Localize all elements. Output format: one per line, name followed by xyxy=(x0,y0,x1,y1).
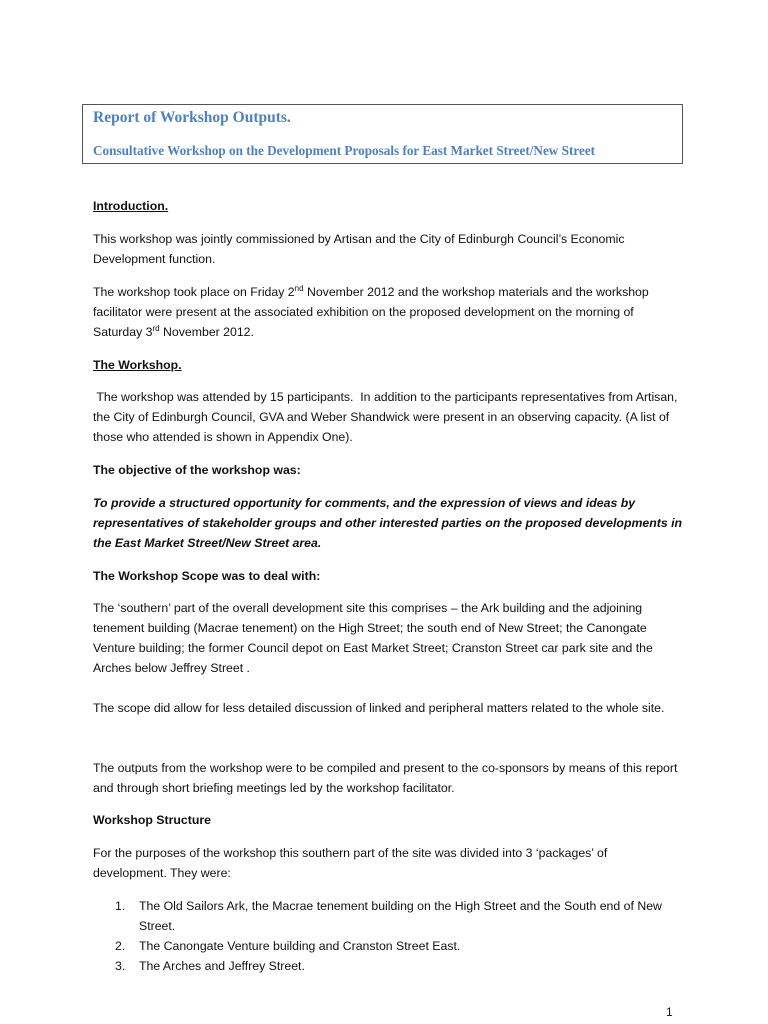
objective-heading: The objective of the workshop was: xyxy=(93,463,301,477)
intro-p2-text-b: November 2012 and the workshop materials and the workshop facilitator were present at the associated exhibition on the proposed development on the morning of Saturday 3 xyxy=(93,285,649,339)
list-item xyxy=(93,936,683,956)
intro-p2-sup-nd: nd xyxy=(294,283,304,293)
list-item-text: The Arches and Jeffrey Street. xyxy=(139,959,305,973)
structure-intro: For the purposes of the workshop this southern part of the site was divided into 3 ‘packages’ of development. They were: xyxy=(93,846,608,880)
intro-p2-text-a: The workshop took place on Friday 2 xyxy=(93,285,295,299)
introduction-paragraph-1: This workshop was jointly commissioned by Artisan and the City of Edinburgh Council’s Economic Development function. xyxy=(93,232,625,266)
report-subtitle: Consultative Workshop on the Development Proposals for East Market Street/New Street xyxy=(93,143,596,158)
list-item-number: 3. xyxy=(115,959,126,973)
introduction-paragraph-2 xyxy=(93,282,683,342)
list-item-number: 1. xyxy=(115,899,126,913)
scope-heading: The Workshop Scope was to deal with: xyxy=(93,569,321,583)
structure-heading: Workshop Structure xyxy=(93,813,211,827)
page-number: 1 xyxy=(666,1005,673,1019)
objective-text: To provide a structured opportunity for comments, and the expression of views and ideas by representatives of stakeholder groups and other interested parties on the proposed developments in the East Market Street/New Street area. xyxy=(93,496,683,550)
list-item-text: The Canongate Venture building and Cranston Street East. xyxy=(139,939,461,953)
outputs-text: The outputs from the workshop were to be compiled and present to the co-sponsors by means of this report and through short briefing meetings led by the workshop facilitator. xyxy=(93,761,678,795)
list-item xyxy=(93,956,683,976)
report-title: Report of Workshop Outputs. xyxy=(93,109,291,126)
workshop-heading: The Workshop. xyxy=(93,358,182,372)
list-item xyxy=(93,896,683,936)
list-item-number: 2. xyxy=(115,939,126,953)
title-box xyxy=(82,104,683,164)
scope-text-2: The scope did allow for less detailed discussion of linked and peripheral matters related to the whole site. xyxy=(93,701,665,715)
list-item-text: The Old Sailors Ark, the Macrae tenement building on the High Street and the South end of New Street. xyxy=(139,899,662,933)
workshop-paragraph: The workshop was attended by 15 participants. In addition to the participants representatives from Artisan, the City of Edinburgh Council, GVA and Weber Shandwick were present in an observing capacity. (A list of those who attended is shown in Appendix One). xyxy=(93,390,681,444)
introduction-heading: Introduction. xyxy=(93,199,169,213)
intro-p2-text-c: November 2012. xyxy=(159,325,254,339)
packages-list xyxy=(93,896,683,976)
intro-p2-sup-rd: rd xyxy=(152,323,160,333)
scope-text: The ‘southern’ part of the overall development site this comprises – the Ark building and the adjoining tenement building (Macrae tenement) on the High Street; the south end of New Street; the Canongate Venture building; the former Council depot on East Market Street; Cranston Street car park site and the Arches below Jeffrey Street . xyxy=(93,601,653,675)
